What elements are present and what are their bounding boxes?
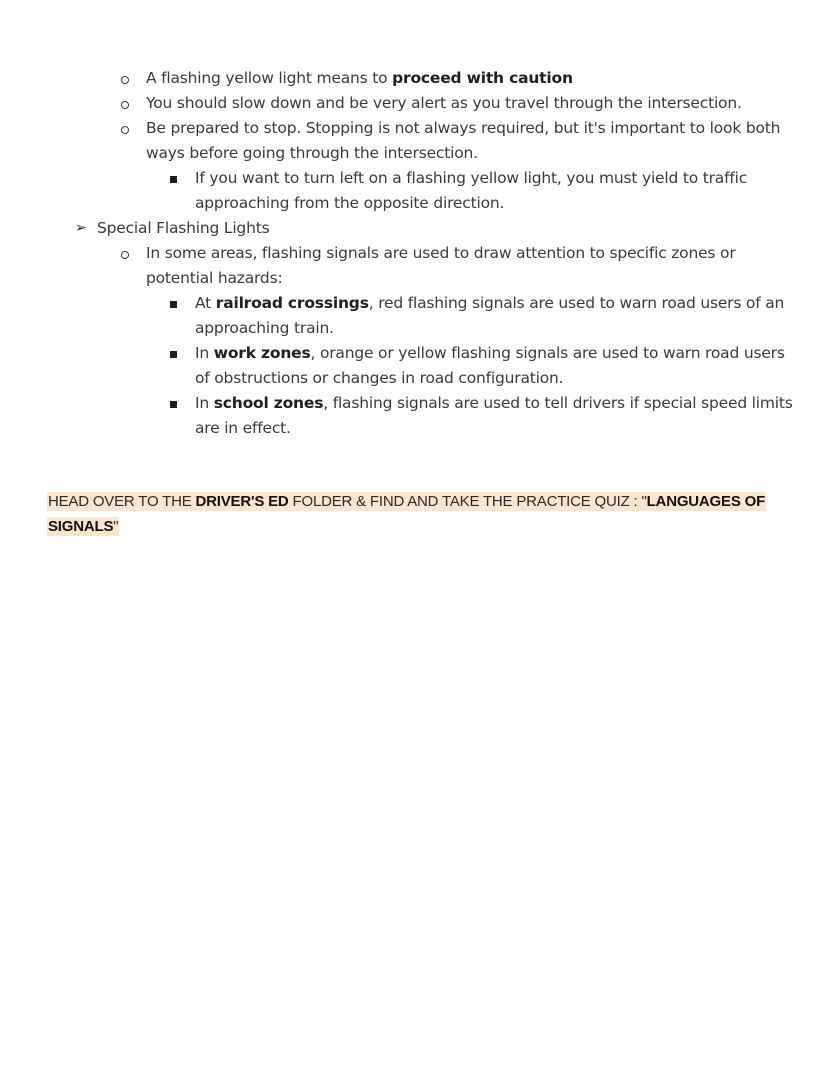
hollow-bullet-icon — [121, 66, 129, 91]
railroad-line-2: approaching train. — [195, 319, 334, 337]
square-bullet-icon — [170, 391, 177, 416]
text: HEAD OVER TO THE — [48, 493, 196, 510]
square-bullet-icon — [170, 166, 177, 191]
emphasis: SIGNALS — [48, 518, 114, 535]
text: At — [195, 294, 216, 312]
text: In — [195, 394, 214, 412]
emphasis: LANGUAGES OF — [646, 493, 766, 510]
square-bullet-icon — [170, 341, 177, 366]
text: In — [195, 344, 214, 362]
work-zones-line-2: of obstructions or changes in road configuration. — [195, 369, 564, 387]
text: " — [113, 518, 119, 535]
emphasis: DRIVER'S ED — [195, 493, 289, 510]
left-turn-line-2: approaching from the opposite direction. — [195, 194, 505, 212]
callout-highlight — [47, 517, 119, 536]
practice-quiz-callout — [47, 489, 766, 539]
emphasis: proceed with caution — [392, 69, 573, 87]
left-turn-line-1: If you want to turn left on a flashing yellow light, you must yield to traffic — [195, 169, 748, 187]
railroad-line-1 — [195, 291, 784, 316]
prepare-stop-line-1: Be prepared to stop. Stopping is not always required, but it's important to look both — [146, 119, 781, 137]
text: FOLDER & FIND AND TAKE THE PRACTICE QUIZ : " — [288, 493, 647, 510]
prepare-stop-line-2: ways before going through the intersection. — [146, 144, 478, 162]
hollow-bullet-icon — [121, 241, 129, 266]
work-zones-line-1 — [195, 341, 785, 366]
emphasis: railroad crossings — [215, 294, 369, 312]
hollow-bullet-icon — [121, 116, 129, 141]
emphasis: work zones — [213, 344, 311, 362]
school-zones-line-1 — [195, 391, 793, 416]
text: , flashing signals are used to tell drivers if special speed limits — [323, 394, 793, 412]
slow-down-line: You should slow down and be very alert as you travel through the intersection. — [146, 94, 742, 112]
hollow-bullet-icon — [121, 91, 129, 116]
special-flashing-heading: Special Flashing Lights — [97, 219, 270, 237]
yellow-caution-line — [146, 66, 573, 91]
special-intro-line-1: In some areas, flashing signals are used to draw attention to specific zones or — [146, 244, 736, 262]
arrow-bullet-icon: ➢ — [75, 220, 87, 236]
text: A flashing yellow light means to — [146, 69, 393, 87]
text: , red flashing signals are used to warn road users of an — [368, 294, 785, 312]
school-zones-line-2: are in effect. — [195, 419, 291, 437]
special-intro-line-2: potential hazards: — [146, 269, 283, 287]
callout-highlight — [47, 492, 766, 511]
square-bullet-icon — [170, 291, 177, 316]
text: , orange or yellow flashing signals are used to warn road users — [310, 344, 785, 362]
emphasis: school zones — [213, 394, 324, 412]
